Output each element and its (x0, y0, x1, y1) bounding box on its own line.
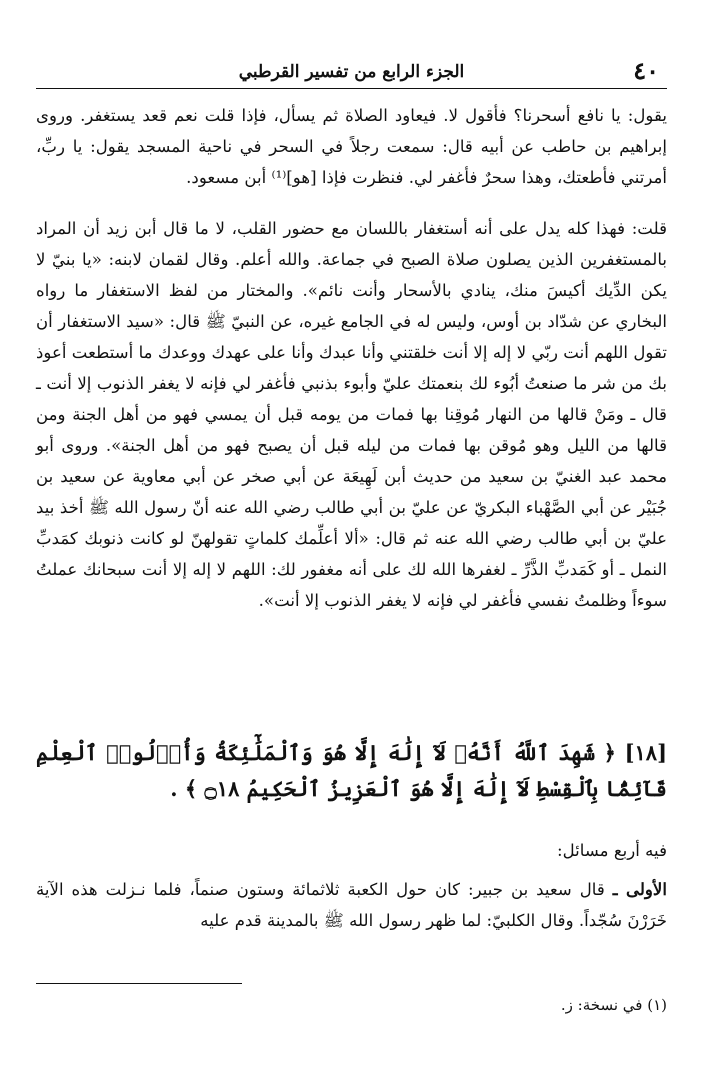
section-intro: فيه أربع مسائل: (557, 841, 667, 860)
verse-text: ﴿ شَهِدَ ٱللَّهُ أَنَّهُۥ لَآ إِلَٰهَ إِلَّا هُوَ وَٱلْمَلَٰٓئِكَةُ وَأُو۟لُوا۟ ٱلْعِلْمِ قَآئِمًۢا بِٱلْقِسْطِ لَآ إِلَٰهَ إِلَّا هُوَ ٱلْعَزِيزُ ٱلْحَكِيمُ ۝١٨ ﴾ . (36, 740, 667, 801)
page-header (36, 54, 667, 89)
question-text: قال سعيد بن جبير: كان حول الكعبة ثلاثمائة وستون صنماً، فلما نـزلت هذه الآية خَرَرْنَ سُجّداً. وقال الكلبيّ: لما ظهر رسول الله ﷺ بالمدينة قدم عليه (36, 880, 667, 930)
paragraph: قلت: فهذا كله يدل على أنه أستغفار باللسان مع حضور القلب، لا ما قال أبن زيد أن المراد بالمستغفرين الذين يصلون صلاة الصبح في جماعة. والله أعلم. وقال لقمان لابنه: «يا بنيّ لا يكن الدِّيك أكيسَ منك، ينادي بالأسحار وأنت نائم». والمختار من لفظ الاستغفار ما رواه البخاري عن شدّاد بن أوس، وليس له في الجامع غيره، عن النبيّ ﷺ قال: «سيد الاستغفار أن تقول اللهم أنت ربّي لا إله إلا أنت خلقتني وأنا عبدك وأنا على عهدك ووعدك ما أستطعت أعوذ بك من شر ما صنعتُ أبُوء لك بنعمتك عليّ وأبوء بذنبي فأغفر لي فإنه لا يغفر الذنوب إلا أنت ـ قال ـ ومَنْ قالها من النهار مُوقِنا بها فمات من يومه قبل أن يمسي فهو من أهل الجنة ومن قالها من الليل وهو مُوقن بها فمات من ليله قبل أن يصبح فهو من أهل الجنة». وروى أبو محمد عبد الغنيّ بن سعيد من حديث أبن لَهِيعَة عن أبي صخر عن أبي معاوية عن سعيد بن جُبَيْر عن أبي الصَّهْباء البكريّ عن عليّ بن أبي طالب رضي الله عنه أنّ رسول الله ﷺ أخذ بيد عليّ بن أبي طالب رضي الله عنه ثم قال: «ألا أعلِّمك كلماتٍ تقولهنّ لو كانت ذنوبك كمَدبِّ النمل ـ أو كَمَدبِّ الذَّرِّ ـ لغفرها الله لك على أنه مغفور لك: اللهم لا إله إلا أنت سبحانك عملتُ سوءاً وظلمتُ نفسي فأغفر لي فإنه لا يغفر الذنوب إلا أنت». (36, 219, 667, 610)
main-text (36, 100, 667, 616)
running-title: الجزء الرابع من تفسير القرطبي (238, 62, 465, 82)
footnote: (١) في نسخة: ز. (560, 996, 667, 1014)
question-label: الأولى ـ (612, 879, 667, 899)
section-paragraph (36, 874, 667, 936)
footnote-divider (36, 983, 242, 984)
verse-number: [١٨] (624, 740, 667, 765)
page-number: ٤٠ (633, 56, 659, 85)
quran-verse (36, 735, 667, 936)
paragraph: يقول: يا نافع أسحرنا؟ فأقول لا. فيعاود الصلاة ثم يسأل، فإذا قلت نعم قعد يستغفر. وروى إبراهيم بن حاطب عن أبيه قال: سمعت رجلاً في السحر في ناحية المسجد يقول: يا ربِّ، أمرتني فأطعتك، وهذا سحرٌ فأغفر لي. فنظرت فإذا [هو]⁽¹⁾ أبن مسعود. (36, 106, 667, 187)
